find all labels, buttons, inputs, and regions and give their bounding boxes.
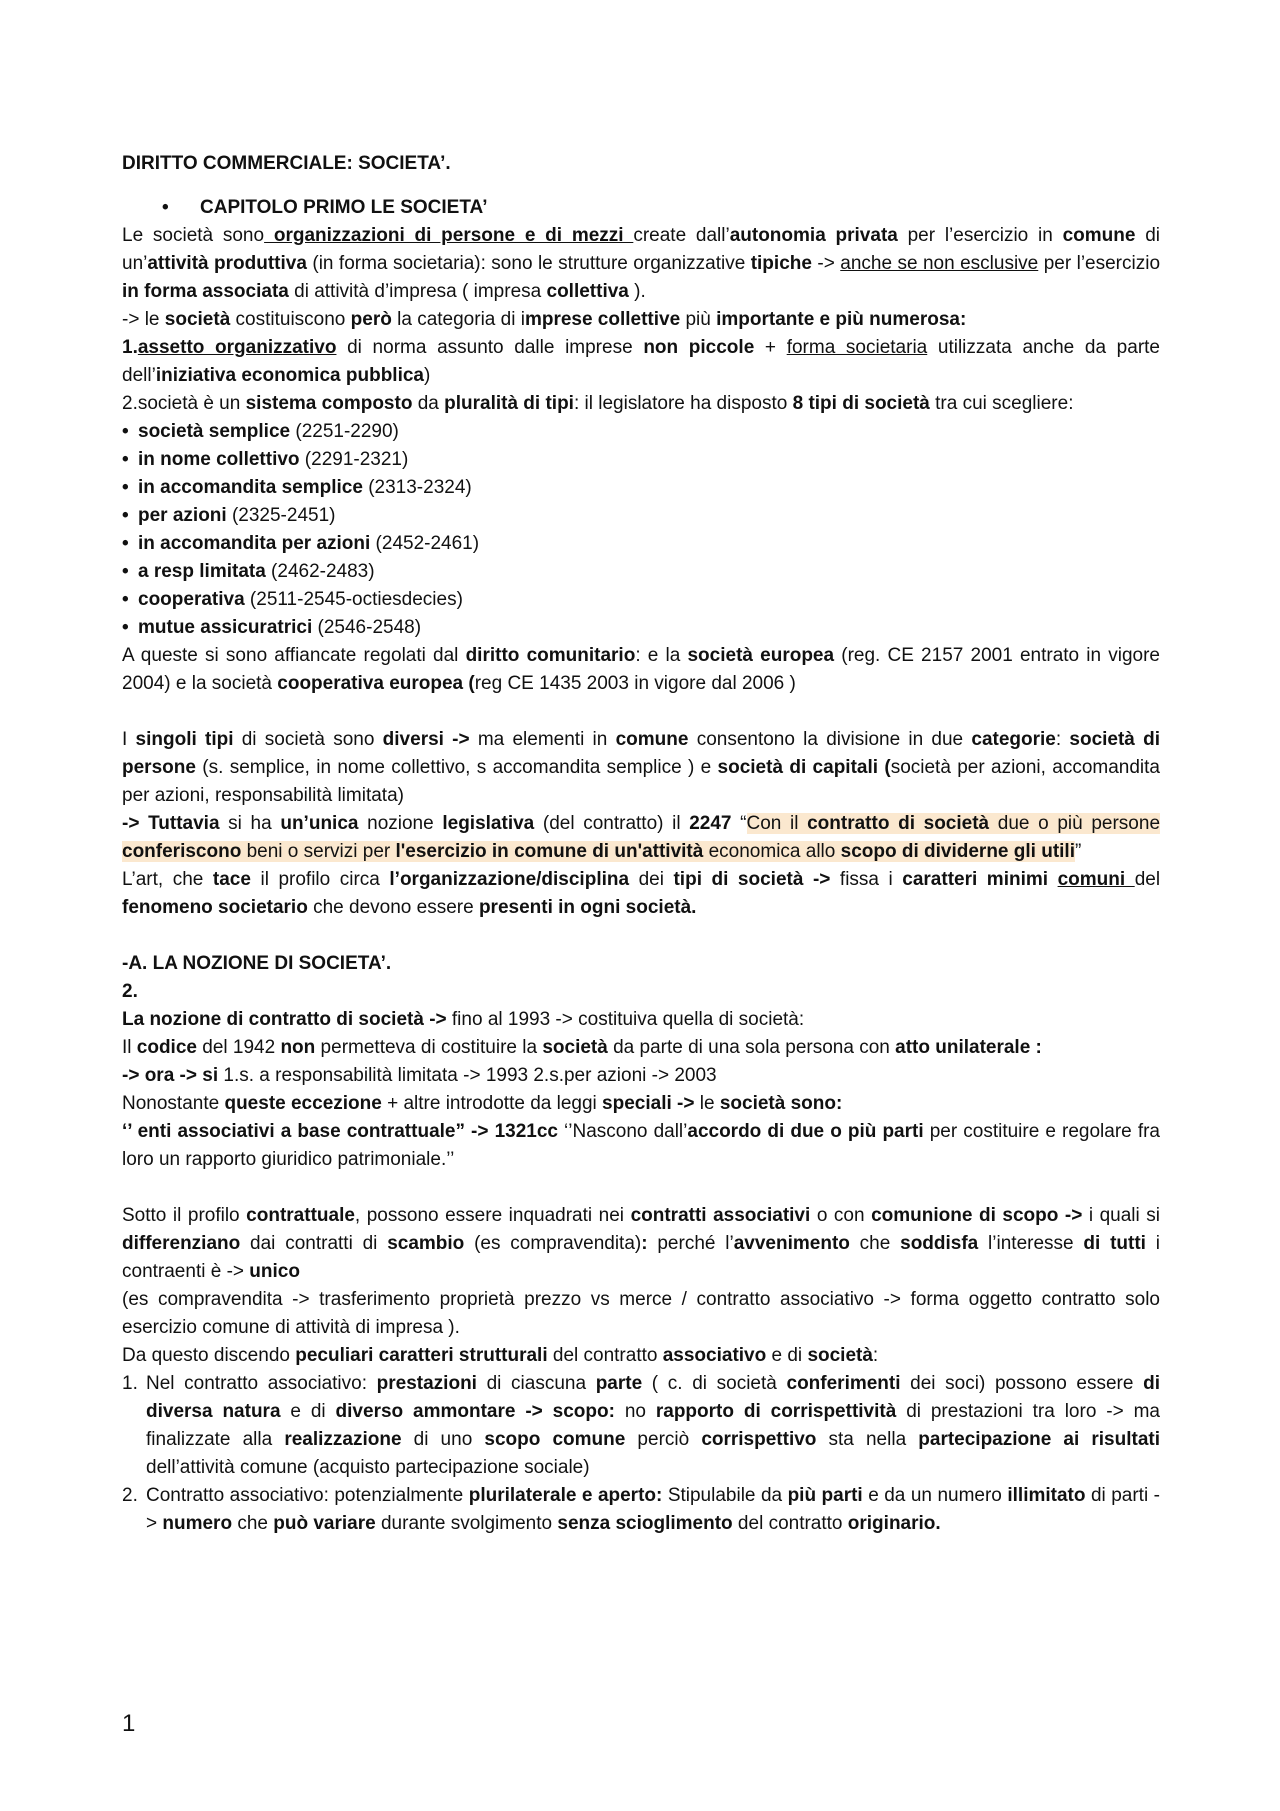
- bullet-icon: •: [162, 197, 169, 218]
- society-types-list: [122, 418, 1160, 642]
- list-item: • cooperativa (2511-2545-octiesdecies): [122, 586, 1160, 614]
- paragraph-collective: -> le società costituiscono però la categoria di imprese collettive più importante e più numerosa:: [122, 309, 967, 330]
- bullet-icon: •: [122, 589, 129, 610]
- bullet-icon: •: [122, 477, 129, 498]
- paragraph-ora: -> ora -> si 1.s. a responsabilità limitata -> 1993 2.s.per azioni -> 2003: [122, 1065, 717, 1086]
- numbered-item-1: 1. Nel contratto associativo: prestazioni di ciascuna parte ( c. di società conferimenti dei soci) possono essere di diversa natura e di diverso ammontare -> scopo: no rapporto di corrispettività di prestazioni tra loro -> ma finalizzate alla realizzazione di uno scopo comune perciò corrispettivo sta nella partecipazione ai risultati dell’attività comune (acquisto partecipazione sociale): [122, 1373, 1161, 1478]
- paragraph-profilo: Sotto il profilo contrattuale, possono essere inquadrati nei contratti associativi o con comunione di scopo -> i quali si differenziano dai contratti di scambio (es compravendita): perché l’avvenimento che soddisfa l’interesse di tutti i contraenti è -> unico: [122, 1205, 1161, 1282]
- paragraph-nozione: La nozione di contratto di società -> fino al 1993 -> costituiva quella di società:: [122, 1009, 805, 1030]
- numbered-item-2: 2. Contratto associativo: potenzialmente plurilaterale e aperto: Stipulabile da più parti e da un numero illimitato di parti -> numero che può variare durante svolgimento senza scioglimento del contratto originario.: [122, 1485, 1160, 1534]
- bullet-icon: •: [122, 505, 129, 526]
- section-a-title: -A. LA NOZIONE DI SOCIETA’.: [122, 953, 392, 974]
- list-item: • a resp limitata (2462-2483): [122, 558, 1160, 586]
- bullet-icon: •: [122, 561, 129, 582]
- highlighted-quote: Con il contratto di società due o più persone conferiscono beni o servizi per l'esercizio in comune di un'attività economica allo scopo di dividerne gli utili: [122, 813, 1161, 862]
- list-item: • in nome collettivo (2291-2321): [122, 446, 1160, 474]
- paragraph-esempio: (es compravendita -> trasferimento proprietà prezzo vs merce / contratto associativo -> forma oggetto contratto solo esercizio comune di attività di impresa ).: [122, 1289, 1160, 1338]
- bullet-icon: •: [122, 421, 129, 442]
- list-item: • mutue assicuratrici (2546-2548): [122, 614, 1160, 642]
- paragraph-categories: I singoli tipi di società sono diversi -> ma elementi in comune consentono la divisione in due categorie: società di persone (s. semplice, in nome collettivo, s accomandita semplice ) e società di capitali (società per azioni, accomandita per azioni, responsabilità limitata): [122, 729, 1160, 806]
- paragraph-nonostante: Nonostante queste eccezione + altre introdotte da leggi speciali -> le società sono:: [122, 1093, 843, 1114]
- list-item: • in accomandita per azioni (2452-2461): [122, 530, 1160, 558]
- paragraph-art: L’art, che tace il profilo circa l’organizzazione/disciplina dei tipi di società -> fissa i caratteri minimi comuni del fenomeno societario che devono essere presenti in ogni società.: [122, 869, 1161, 918]
- paragraph-2247: -> Tuttavia si ha un’unica nozione legislativa (del contratto) il 2247 “Con il contratto di società due o più persone conferiscono beni o servizi per l'esercizio in comune di un'attività economica allo scopo di dividerne gli utili”: [122, 813, 1161, 862]
- chapter-heading: [122, 194, 1160, 222]
- bullet-icon: •: [122, 533, 129, 554]
- paragraph-intro: Le società sono organizzazioni di persone e di mezzi create dall’autonomia privata per l’esercizio in comune di un’attività produttiva (in forma societaria): sono le strutture organizzative tipiche -> anche se non esclusive per l’esercizio in forma associata di attività d’impresa ( impresa collettiva ).: [122, 225, 1161, 302]
- paragraph-caratteri: Da questo discendo peculiari caratteri strutturali del contratto associativo e di società:: [122, 1345, 879, 1366]
- bullet-icon: •: [122, 449, 129, 470]
- list-item: • in accomandita semplice (2313-2324): [122, 474, 1160, 502]
- paragraph-point-2: 2.società è un sistema composto da pluralità di tipi: il legislatore ha disposto 8 tipi di società tra cui scegliere:: [122, 393, 1074, 414]
- bullet-icon: •: [122, 617, 129, 638]
- document-body: [122, 150, 1160, 1538]
- paragraph-eu: A queste si sono affiancate regolati dal diritto comunitario: e la società europea (reg. CE 2157 2001 entrato in vigore 2004) e la società cooperativa europea (reg CE 1435 2003 in vigore dal 2006 ): [122, 645, 1161, 694]
- page-number: 1: [122, 1710, 136, 1737]
- paragraph-codice: Il codice del 1942 non permetteva di costituire la società da parte di una sola persona con atto unilaterale :: [122, 1037, 1042, 1058]
- paragraph-point-1: 1.assetto organizzativo di norma assunto dalle imprese non piccole + forma societaria utilizzata anche da parte dell’iniziativa economica pubblica): [122, 337, 1160, 386]
- list-item: • società semplice (2251-2290): [122, 418, 1160, 446]
- paragraph-enti: ‘’ enti associativi a base contrattuale” -> 1321cc ‘’Nascono dall’accordo di due o più parti per costituire e regolare fra loro un rapporto giuridico patrimoniale.’’: [122, 1121, 1160, 1170]
- list-item: • per azioni (2325-2451): [122, 502, 1160, 530]
- section-a-number: 2.: [122, 981, 138, 1002]
- chapter-title: CAPITOLO PRIMO LE SOCIETA’: [200, 197, 488, 218]
- document-title: DIRITTO COMMERCIALE: SOCIETA’.: [122, 153, 451, 174]
